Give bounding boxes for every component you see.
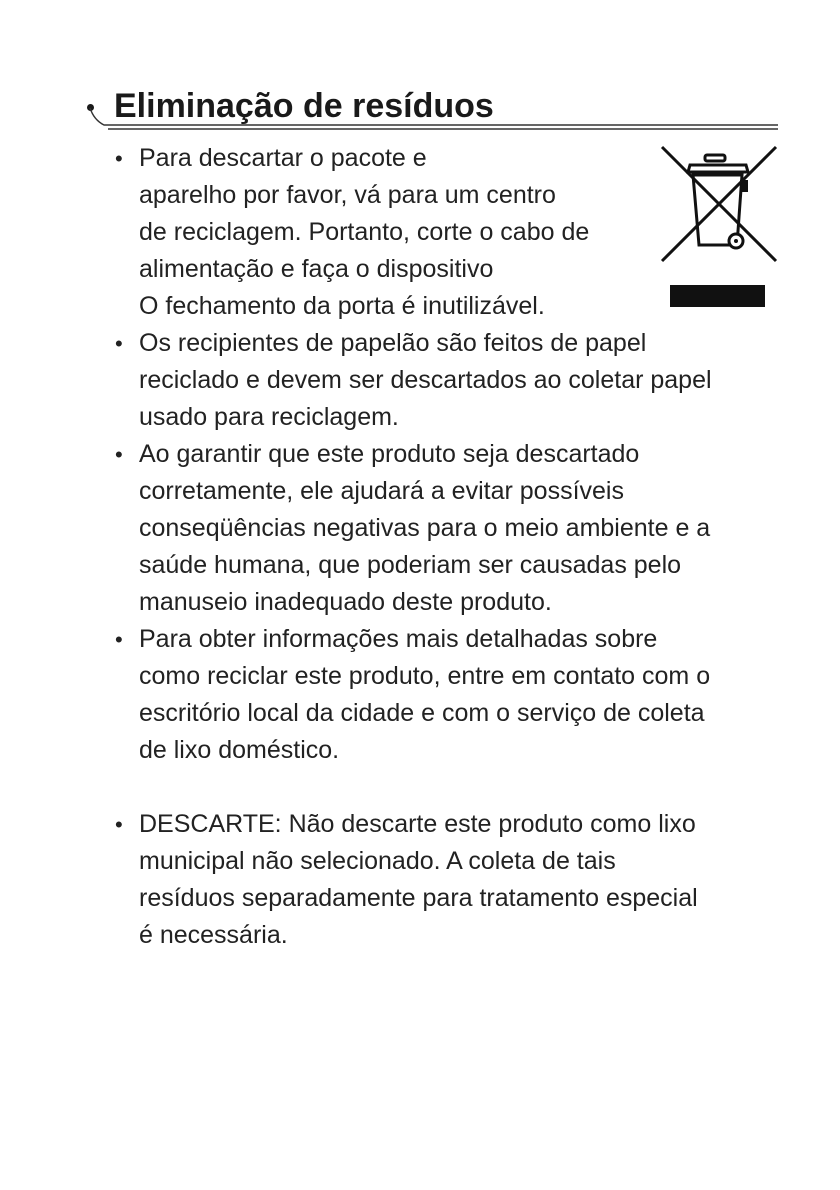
list-item — [112, 806, 792, 954]
item-line: O fechamento da porta é inutilizável. — [139, 292, 545, 320]
item-line: é necessária. — [139, 921, 288, 949]
bullet-dot: • — [115, 442, 123, 467]
item-line: aparelho por favor, vá para um centro — [139, 181, 556, 209]
list-item — [112, 325, 792, 436]
item-line: Ao garantir que este produto seja descartado — [139, 440, 640, 468]
item-line: reciclado e devem ser descartados ao coletar papel — [139, 366, 712, 394]
list-item — [112, 436, 792, 621]
page-title: Eliminação de resíduos — [114, 87, 494, 125]
item-line: corretamente, ele ajudará a evitar possíveis — [139, 477, 624, 505]
bullet-dot: • — [115, 812, 123, 837]
bullet-dot: • — [115, 331, 123, 356]
bullet-dot: • — [115, 627, 123, 652]
item-line: Para obter informações mais detalhadas sobre — [139, 625, 658, 653]
item-line: conseqüências negativas para o meio ambiente e a — [139, 514, 711, 542]
item-line: DESCARTE: Não descarte este produto como lixo — [139, 810, 696, 838]
item-line: de reciclagem. Portanto, corte o cabo de — [139, 218, 590, 246]
bullet-dot: • — [115, 146, 123, 171]
item-line: escritório local da cidade e com o serviço de coleta — [139, 699, 705, 727]
item-line: resíduos separadamente para tratamento especial — [139, 884, 698, 912]
list-item — [112, 621, 792, 769]
item-line: como reciclar este produto, entre em contato com o — [139, 662, 711, 690]
item-line: usado para reciclagem. — [139, 403, 399, 431]
item-line: Os recipientes de papelão são feitos de papel — [139, 329, 647, 357]
bullet-list — [112, 140, 792, 954]
list-spacer — [112, 769, 792, 806]
item-line: saúde humana, que poderiam ser causadas pelo — [139, 551, 682, 579]
item-line: alimentação e faça o dispositivo — [139, 255, 494, 283]
list-item — [112, 140, 792, 325]
item-line: de lixo doméstico. — [139, 736, 340, 764]
item-line: municipal não selecionado. A coleta de tais — [139, 847, 616, 875]
item-line: Para descartar o pacote e — [139, 144, 427, 172]
item-line: manuseio inadequado deste produto. — [139, 588, 552, 616]
